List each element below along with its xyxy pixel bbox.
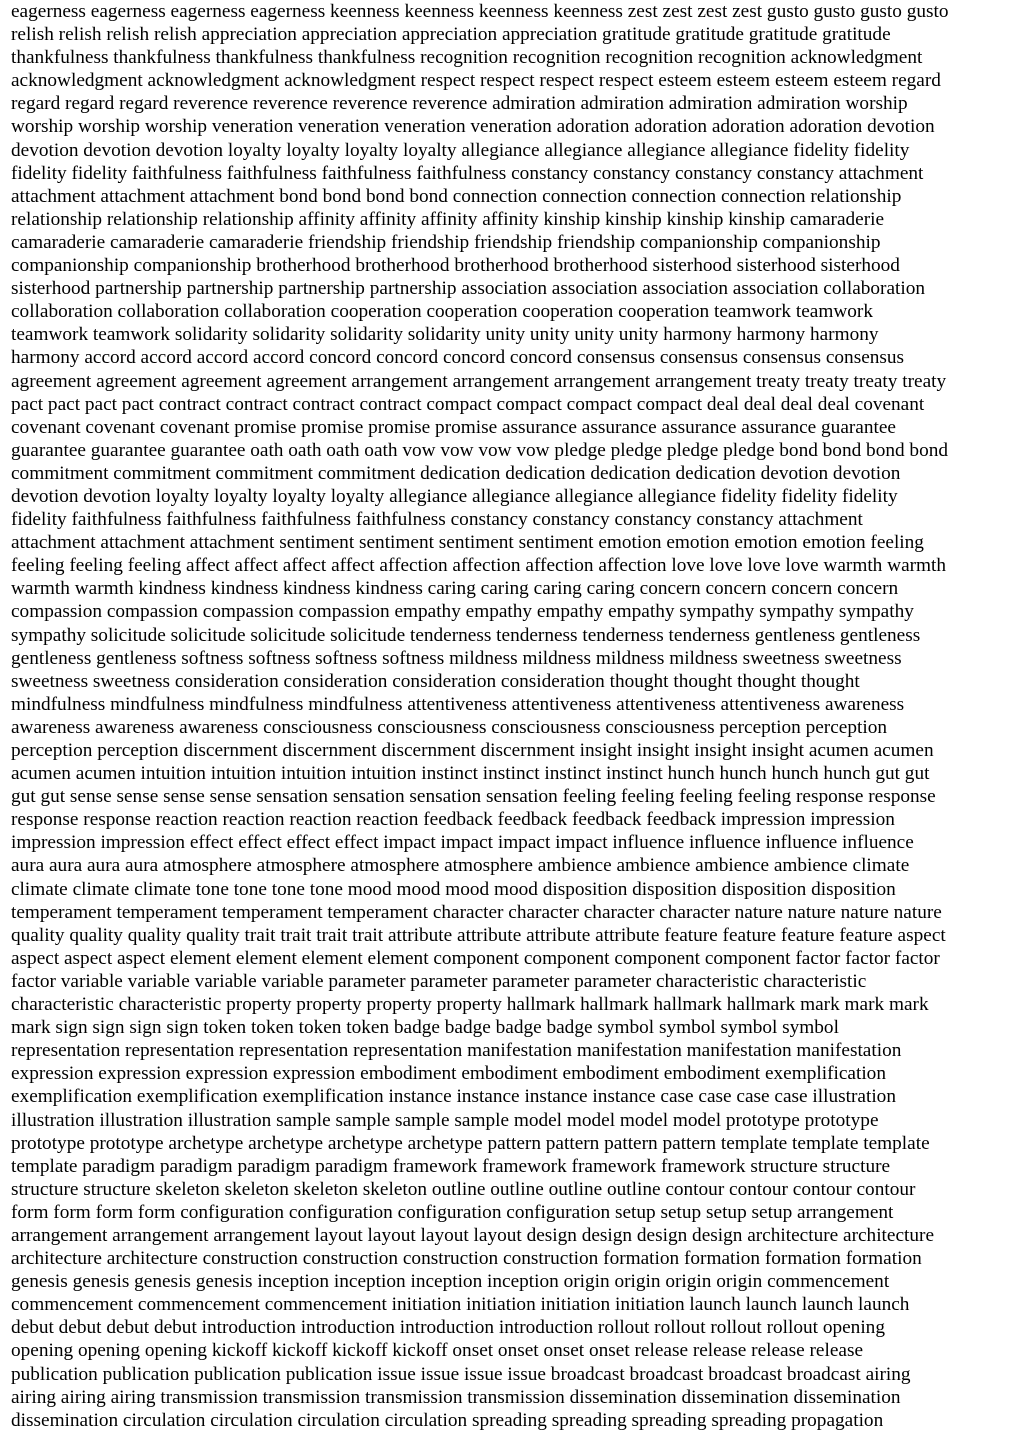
- text-line: teamwork teamwork solidarity solidarity solidarity solidarity unity unity unity unity harmony harmony harmony: [11, 324, 879, 346]
- text-line: opening opening opening kickoff kickoff kickoff kickoff onset onset onset onset release release release release: [11, 1340, 864, 1362]
- text-line: dissemination circulation circulation circulation circulation spreading spreading spreading spreading propagation: [11, 1409, 884, 1431]
- text-line: aura aura aura aura atmosphere atmosphere atmosphere atmosphere ambience ambience ambience ambience climate: [11, 855, 910, 877]
- text-line: structure structure skeleton skeleton skeleton skeleton outline outline outline outline contour contour contour contour: [11, 1178, 916, 1200]
- text-line: prototype prototype archetype archetype archetype archetype pattern pattern pattern pattern template template template: [11, 1132, 930, 1154]
- text-line: illustration illustration illustration sample sample sample sample model model model model prototype prototype: [11, 1109, 879, 1131]
- text-line: companionship companionship brotherhood brotherhood brotherhood brotherhood sisterhood sisterhood sisterhood: [11, 255, 900, 277]
- text-line: architecture architecture construction construction construction construction formation formation formation formation: [11, 1248, 922, 1270]
- text-line: fidelity faithfulness faithfulness faithfulness faithfulness constancy constancy constancy constancy attachment: [11, 509, 863, 531]
- text-line: commencement commencement commencement initiation initiation initiation initiation launch launch launch launch: [11, 1294, 910, 1316]
- text-line: regard regard regard reverence reverence reverence reverence admiration admiration admiration admiration worship: [11, 93, 908, 115]
- text-line: sweetness sweetness consideration consideration consideration consideration thought thought thought thought: [11, 670, 860, 692]
- text-line: arrangement arrangement arrangement layout layout layout layout design design design design architecture architecture: [11, 1224, 934, 1246]
- text-line: agreement agreement agreement agreement arrangement arrangement arrangement arrangement treaty treaty treaty treaty: [11, 370, 947, 392]
- text-line: sympathy solicitude solicitude solicitude solicitude tenderness tenderness tenderness tenderness gentleness gentleness: [11, 624, 921, 646]
- text-line: representation representation representation representation manifestation manifestation manifestation manifestation: [11, 1040, 902, 1062]
- text-line: fidelity fidelity faithfulness faithfulness faithfulness faithfulness constancy constancy constancy constancy attachment: [11, 162, 924, 184]
- text-line: perception perception discernment discernment discernment discernment insight insight insight insight acumen acumen: [11, 740, 934, 761]
- text-line: publication publication publication publication issue issue issue issue broadcast broadcast broadcast broadcast airing: [11, 1363, 911, 1385]
- text-line: harmony accord accord accord accord concord concord concord concord consensus consensus consensus consensus: [11, 347, 905, 369]
- text-line: attachment attachment attachment sentiment sentiment sentiment sentiment emotion emotion emotion emotion feeling: [11, 532, 924, 554]
- text-line: exemplification exemplification exemplification instance instance instance instance case case case case illustration: [11, 1086, 896, 1108]
- text-line: sisterhood partnership partnership partnership partnership association association association association collaboration: [11, 278, 926, 300]
- text-line: mark sign sign sign sign token token token token badge badge badge badge symbol symbol symbol symbol: [11, 1017, 839, 1039]
- text-line: response response reaction reaction reaction reaction feedback feedback feedback feedback impression impression: [11, 809, 895, 831]
- text-line: acknowledgment acknowledgment acknowledgment respect respect respect respect esteem esteem esteem esteem regard: [11, 70, 941, 92]
- text-line: collaboration collaboration collaboration cooperation cooperation cooperation cooperation teamwork teamwork: [11, 301, 873, 323]
- text-line: aspect aspect aspect element element element element component component component component factor factor factor: [11, 947, 940, 969]
- text-line: feeling feeling feeling affect affect affect affect affection affection affection affection love love love love warmth warmth: [11, 555, 947, 577]
- text-line: airing airing airing transmission transmission transmission transmission dissemination dissemination dissemination: [11, 1386, 901, 1408]
- text-line: camaraderie camaraderie camaraderie friendship friendship friendship friendship companionship companionship: [11, 231, 881, 253]
- text-line: relationship relationship relationship affinity affinity affinity affinity kinship kinship kinship kinship camaraderie: [11, 208, 885, 230]
- text-line: attachment attachment attachment bond bond bond bond connection connection connection connection relationship: [11, 185, 902, 207]
- text-line: awareness awareness awareness consciousness consciousness consciousness consciousness perception perception: [11, 716, 887, 738]
- text-line: characteristic characteristic property property property property hallmark hallmark hallmark hallmark mark mark mark: [11, 994, 929, 1016]
- text-line: pact pact pact pact contract contract contract contract compact compact compact compact deal deal deal deal covenant: [11, 393, 925, 415]
- text-line: worship worship worship veneration veneration veneration veneration adoration adoration adoration adoration devotion: [11, 116, 935, 138]
- text-line: compassion compassion compassion compassion empathy empathy empathy empathy sympathy sympathy sympathy: [11, 601, 914, 623]
- text-line: thankfulness thankfulness thankfulness thankfulness recognition recognition recognition recognition acknowledgment: [11, 47, 923, 69]
- text-line: temperament temperament temperament temperament character character character character nature nature nature nature: [11, 901, 942, 923]
- text-line: gentleness gentleness softness softness softness softness mildness mildness mildness mildness sweetness sweetness: [11, 647, 902, 669]
- text-line: guarantee guarantee guarantee oath oath oath oath vow vow vow vow pledge pledge pledge pledge bond bond bond bond: [11, 439, 948, 461]
- text-line: eagerness eagerness eagerness eagerness keenness keenness keenness keenness zest zest zest zest gusto gusto gusto gusto: [11, 1, 949, 22]
- text-line: warmth warmth kindness kindness kindness kindness caring caring caring caring concern concern concern concern: [11, 578, 899, 600]
- text-line: impression impression effect effect effect effect impact impact impact impact influence influence influence influence: [11, 832, 914, 854]
- text-line: devotion devotion loyalty loyalty loyalty loyalty allegiance allegiance allegiance allegiance fidelity fidelity fidelity: [11, 485, 898, 507]
- text-line: quality quality quality quality trait trait trait trait attribute attribute attribute attribute feature feature feature feature aspect: [11, 924, 946, 946]
- text-line: genesis genesis genesis genesis inception inception inception inception origin origin origin origin commencement: [11, 1271, 890, 1293]
- text-line: factor variable variable variable variable parameter parameter parameter parameter characteristic characteristic: [11, 970, 867, 992]
- text-line: form form form form configuration configuration configuration configuration setup setup setup setup arrangement: [11, 1201, 894, 1223]
- text-line: covenant covenant covenant promise promise promise promise assurance assurance assurance assurance guarantee: [11, 416, 896, 438]
- text-line: acumen acumen intuition intuition intuition intuition instinct instinct instinct instinct hunch hunch hunch hunch gut gut: [11, 763, 930, 785]
- text-line: relish relish relish relish appreciation appreciation appreciation appreciation gratitude gratitude gratitude gratitude: [11, 24, 891, 46]
- text-line: commitment commitment commitment commitment dedication dedication dedication dedication devotion devotion: [11, 462, 901, 484]
- text-line: debut debut debut debut introduction introduction introduction introduction rollout rollout rollout rollout opening: [11, 1317, 885, 1339]
- text-line: climate climate climate tone tone tone tone mood mood mood mood disposition disposition disposition disposition: [11, 878, 896, 900]
- text-line: template paradigm paradigm paradigm paradigm framework framework framework framework structure structure: [11, 1155, 891, 1177]
- text-line: expression expression expression expression embodiment embodiment embodiment embodiment exemplification: [11, 1063, 886, 1085]
- text-line: gut gut sense sense sense sense sensation sensation sensation sensation feeling feeling feeling feeling response response: [11, 786, 936, 808]
- text-line: devotion devotion devotion loyalty loyalty loyalty loyalty allegiance allegiance allegiance allegiance fidelity fidelity: [11, 139, 910, 161]
- text-line: mindfulness mindfulness mindfulness mindfulness attentiveness attentiveness attentiveness attentiveness awareness: [11, 693, 905, 715]
